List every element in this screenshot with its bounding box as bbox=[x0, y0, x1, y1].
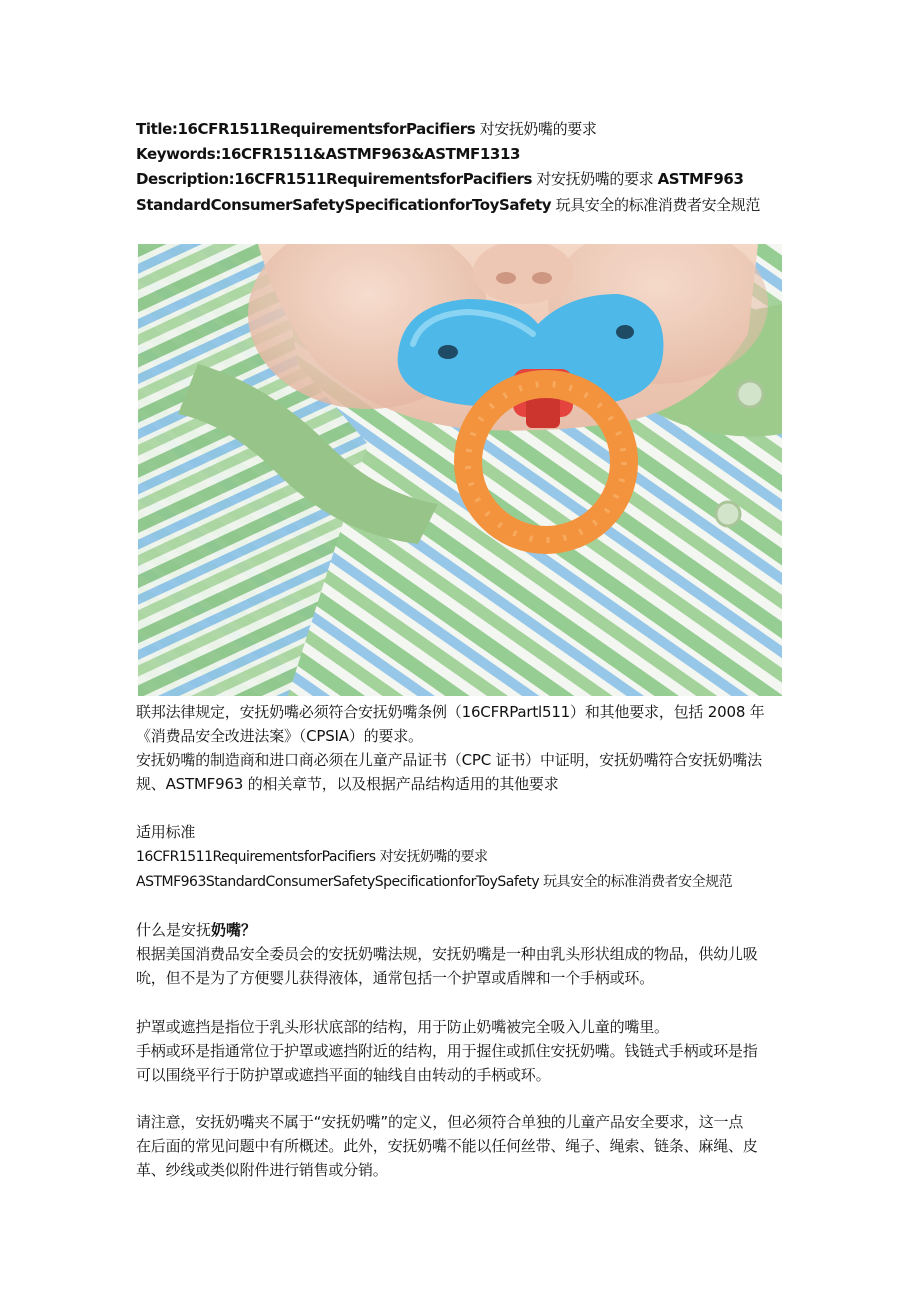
what-line-1: 根据美国消费品安全委员会的安抚奶嘴法规，安抚奶嘴是一种由乳头形状组成的物品，供幼儿吸 bbox=[136, 945, 758, 963]
what-heading bbox=[136, 918, 256, 942]
meta-keywords bbox=[136, 145, 796, 163]
note-line-3: 革、纱线或类似附件进行销售或分销。 bbox=[136, 1161, 388, 1179]
intro-line-3: 安抚奶嘴的制造商和进口商必须在儿童产品证书（CPC 证书）中证明，安抚奶嘴符合安抚奶嘴法 bbox=[136, 751, 762, 769]
shield-line-2: 手柄或环是指通常位于护罩或遮挡附近的结构，用于握住或抓住安抚奶嘴。钱链式手柄或环是指 bbox=[136, 1042, 758, 1060]
shield-line-3: 可以围绕平行于防护罩或遮挡平面的轴线自由转动的手柄或环。 bbox=[136, 1066, 551, 1084]
meta-description-line2-en: StandardConsumerSafetySpecificationforToySafety bbox=[136, 196, 552, 214]
shield-line-1: 护罩或遮挡是指位于乳头形状底部的结构，用于防止奶嘴被完全吸入儿童的嘴里。 bbox=[136, 1018, 669, 1036]
what-heading-plain: 什么是安抚 bbox=[136, 921, 212, 939]
note-line-2: 在后面的常见问题中有所概述。此外，安抚奶嘴不能以任何丝带、绳子、绳索、链条、麻绳、皮 bbox=[136, 1137, 758, 1155]
standards-heading: 适用标准 bbox=[136, 823, 196, 841]
what-heading-bold: 奶嘴？ bbox=[211, 921, 257, 939]
intro-paragraph bbox=[136, 700, 796, 796]
note-paragraph bbox=[136, 1110, 796, 1182]
meta-description-line2 bbox=[136, 194, 796, 215]
meta-description-cn: 对安抚奶嘴的要求 bbox=[532, 170, 658, 188]
meta-description bbox=[136, 168, 796, 189]
intro-line-4: 规、ASTMF963 的相关章节，以及根据产品结构适用的其他要求 bbox=[136, 775, 559, 793]
meta-title-label: Title:16CFR1511RequirementsforPacifiers bbox=[136, 120, 476, 138]
meta-description-line2-cn: 玩具安全的标准消费者安全规范 bbox=[551, 196, 760, 214]
intro-line-2: 《消费品安全改进法案》（CPSIA）的要求。 bbox=[136, 727, 423, 745]
meta-title bbox=[136, 118, 796, 139]
meta-keywords-label: Keywords:16CFR1511&ASTMF963&ASTMF1313 bbox=[136, 145, 521, 163]
baby-with-pacifier-photo bbox=[138, 244, 782, 696]
intro-line-1: 联邦法律规定，安抚奶嘴必须符合安抚奶嘴条例（16CFRPartl511）和其他要求，包括 2008 年 bbox=[136, 703, 765, 721]
meta-description-tail: ASTMF963 bbox=[657, 170, 744, 188]
standards-item-1: 16CFR1511RequirementsforPacifiers 对安抚奶嘴的要求 bbox=[136, 849, 488, 865]
meta-description-label: Description:16CFR1511RequirementsforPacifiers bbox=[136, 170, 533, 188]
what-paragraph bbox=[136, 942, 796, 990]
what-line-2: 吮，但不是为了方便婴儿获得液体，通常包括一个护罩或盾牌和一个手柄或环。 bbox=[136, 969, 655, 987]
shield-paragraph bbox=[136, 1015, 796, 1087]
standards-item-2: ASTMF963StandardConsumerSafetySpecificationforToySafety 玩具安全的标准消费者安全规范 bbox=[136, 874, 733, 890]
note-line-1: 请注意，安抚奶嘴夹不属于“安抚奶嘴”的定义，但必须符合单独的儿童产品安全要求，这一点 bbox=[136, 1113, 744, 1131]
meta-title-cn: 对安抚奶嘴的要求 bbox=[475, 120, 597, 138]
